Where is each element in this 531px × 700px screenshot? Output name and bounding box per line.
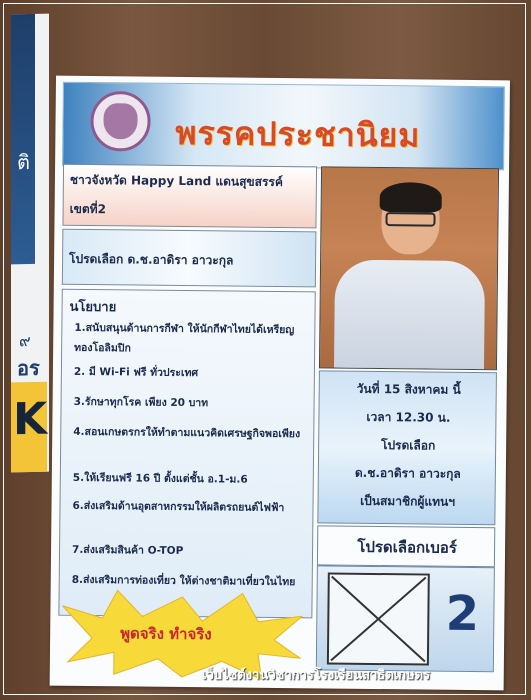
candidate-name-line: ด.ช.อาดิรา อาวะกุล xyxy=(354,465,461,481)
candidate-hair xyxy=(380,182,442,213)
site-watermark: เว็บไซต์งานวิชาการโรงเรียนสาธิตเกษตร xyxy=(202,668,431,683)
ballot-x-mark xyxy=(327,572,430,665)
policy-item: 8.ส่งเสริมการท่องเที่ยว ให้ต่างชาติมาเที่ยวในไทย xyxy=(71,573,296,589)
slogan-text: พูดจริง ทำจริง xyxy=(120,624,212,644)
policy-item: 1.สนับสนุนด้านการกีฬา ให้นักกีฬาไทยได้เหรียญทองโอลิมปิก xyxy=(74,321,295,355)
vote-line: โปรดเลือก ด.ช.อาดิรา อาวะกุล xyxy=(69,251,234,268)
left-poster-glyph-bottom: อร xyxy=(17,355,40,381)
policy-item: 5.ให้เรียนฟรี 16 ปี ตั้งแต่ชั้น อ.1-ม.6 xyxy=(72,471,248,486)
candidate-number: 2 xyxy=(445,585,480,643)
glasses-icon xyxy=(385,212,435,227)
left-poster-glyph-mid: ๙ xyxy=(19,330,31,351)
please-vote-line: โปรดเลือก xyxy=(380,438,436,453)
poster-header xyxy=(62,82,505,171)
policy-box xyxy=(58,289,315,619)
policy-item: 2. มี Wi-Fi ฟรี ทั่วประเทศ xyxy=(73,365,199,380)
district-line: เขตที่2 xyxy=(69,201,107,217)
left-poster-glyph-top: ติ xyxy=(17,150,30,175)
policy-item: 3.รักษาทุกโรค เพียง 20 บาท xyxy=(73,395,209,410)
blue-strip xyxy=(11,14,35,264)
policy-title: นโยบาย xyxy=(69,299,117,316)
left-column xyxy=(58,164,317,619)
candidate-photo xyxy=(319,166,499,370)
x-mark-icon xyxy=(329,575,428,664)
partial-left-poster xyxy=(11,14,49,473)
vote-box xyxy=(62,229,317,288)
party-name: พรรคประชานิยม xyxy=(175,113,421,155)
representative-line: เป็นสมาชิกผู้แทนฯ xyxy=(360,493,456,509)
uniform-shirt xyxy=(334,260,485,371)
policy-item: 4.สอนเกษตรกรให้ทำตามแนวคิดเศรษฐกิจพอเพียง xyxy=(73,425,301,441)
province-line: ชาวจังหวัด Happy Land แดนสุขสรรค์ xyxy=(69,172,283,190)
policy-item: 7.ส่งเสริมสินค้า O-TOP xyxy=(71,543,184,557)
number-heading-box xyxy=(317,525,495,567)
campaign-poster xyxy=(50,76,510,691)
number-heading: โปรดเลือกเบอร์ xyxy=(357,537,457,557)
left-poster-letter: K xyxy=(13,393,48,446)
time-line: เวลา 12.30 น. xyxy=(366,409,451,425)
ballot-box xyxy=(316,565,495,672)
province-box xyxy=(62,164,317,229)
party-seal-icon xyxy=(90,91,151,152)
date-box xyxy=(317,370,497,525)
policy-item: 6.ส่งเสริมด้านอุตสาหกรรมให้ผลิตรถยนต์ไฟฟ้า xyxy=(72,499,285,515)
date-line: วันที่ 15 สิงหาคม นี้ xyxy=(356,381,461,397)
